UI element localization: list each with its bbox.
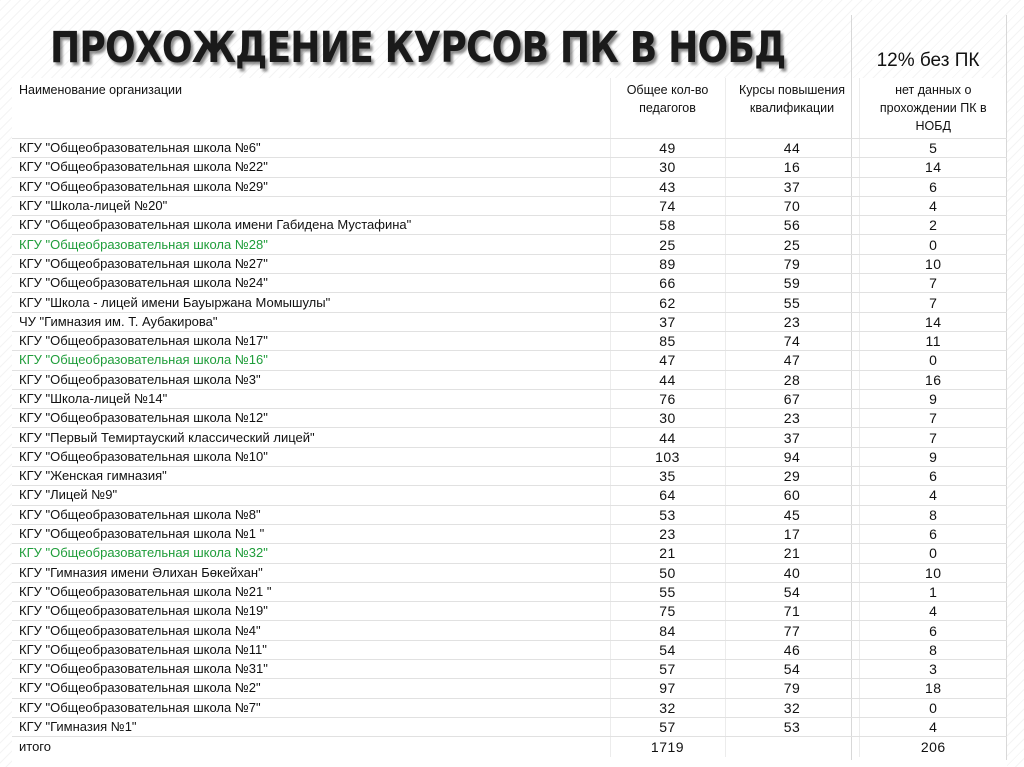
total-teachers: 75: [610, 602, 725, 621]
total-teachers: 58: [610, 216, 725, 235]
courses-completed: 59: [725, 274, 859, 293]
slide-title: ПРОХОЖДЕНИЕ КУРСОВ ПК В НОБД: [50, 23, 786, 73]
header-no-data: нет данных о прохождении ПК в НОБД: [859, 78, 1007, 139]
table-row: [12, 679, 1007, 698]
table-row: [12, 505, 1007, 524]
organization-name: КГУ "Общеобразовательная школа №8": [12, 505, 610, 524]
table-row: [12, 312, 1007, 331]
courses-completed: 55: [725, 293, 859, 312]
courses-completed: 23: [725, 312, 859, 331]
organization-name: КГУ "Общеобразовательная школа №28": [12, 235, 610, 254]
organization-name: КГУ "Общеобразовательная школа №16": [12, 351, 610, 370]
table-total-row: [12, 737, 1007, 758]
no-data-count: 7: [859, 274, 1007, 293]
table-row: [12, 447, 1007, 466]
no-data-count: 9: [859, 447, 1007, 466]
total-teachers: 74: [610, 196, 725, 215]
organization-name: КГУ "Общеобразовательная школа №11": [12, 640, 610, 659]
organization-name: КГУ "Общеобразовательная школа №19": [12, 602, 610, 621]
no-data-count: 7: [859, 409, 1007, 428]
total-teachers: 66: [610, 274, 725, 293]
header-total-teachers: Общее кол-во педагогов: [610, 78, 725, 139]
total-teachers: 35: [610, 467, 725, 486]
courses-completed: 79: [725, 679, 859, 698]
table-row: [12, 216, 1007, 235]
table-row: [12, 582, 1007, 601]
total-teachers: 103: [610, 447, 725, 466]
total-teachers: 76: [610, 389, 725, 408]
table-row: [12, 351, 1007, 370]
no-data-count: 7: [859, 293, 1007, 312]
total-teachers: 23: [610, 524, 725, 543]
no-data-count: 8: [859, 505, 1007, 524]
table-row: [12, 467, 1007, 486]
table-row: [12, 177, 1007, 196]
table-row: [12, 235, 1007, 254]
organization-name: КГУ "Общеобразовательная школа №4": [12, 621, 610, 640]
percent-badge: 12% без ПК: [876, 50, 980, 71]
organization-name: КГУ "Общеобразовательная школа №27": [12, 254, 610, 273]
total-teachers: 30: [610, 409, 725, 428]
total-teachers: 57: [610, 717, 725, 736]
no-data-count: 0: [859, 698, 1007, 717]
total-teachers: 47: [610, 351, 725, 370]
table-row: [12, 544, 1007, 563]
table-row: [12, 370, 1007, 389]
organization-name: КГУ "Общеобразовательная школа №17": [12, 331, 610, 350]
courses-completed: 71: [725, 602, 859, 621]
organization-name: КГУ "Школа - лицей имени Бауыржана Момышулы": [12, 293, 610, 312]
table-row: [12, 158, 1007, 177]
table-row: [12, 621, 1007, 640]
table-row: [12, 602, 1007, 621]
courses-table: [12, 78, 1007, 757]
header-qualification-courses: Курсы повышения квалификации: [725, 78, 859, 139]
total-teachers: 25: [610, 235, 725, 254]
organization-name: КГУ "Общеобразовательная школа №22": [12, 158, 610, 177]
total-teachers: 21: [610, 544, 725, 563]
no-data-count: 6: [859, 177, 1007, 196]
table-row: [12, 563, 1007, 582]
no-data-count: 4: [859, 486, 1007, 505]
organization-name: КГУ "Первый Темиртауский классический лицей": [12, 428, 610, 447]
total-teachers: 37: [610, 312, 725, 331]
no-data-count: 11: [859, 331, 1007, 350]
total-teachers: 97: [610, 679, 725, 698]
no-data-count: 6: [859, 524, 1007, 543]
organization-name: КГУ "Общеобразовательная школа №21 ": [12, 582, 610, 601]
courses-completed: 79: [725, 254, 859, 273]
table-row: [12, 524, 1007, 543]
no-data-count: 16: [859, 370, 1007, 389]
total-teachers: 30: [610, 158, 725, 177]
total-teachers: 64: [610, 486, 725, 505]
courses-completed: 54: [725, 660, 859, 679]
total-teachers: 44: [610, 428, 725, 447]
table-row: [12, 409, 1007, 428]
table-row: [12, 389, 1007, 408]
header-organization: Наименование организации: [12, 78, 610, 139]
table-row: [12, 254, 1007, 273]
courses-completed: 37: [725, 428, 859, 447]
organization-name: КГУ "Общеобразовательная школа №3": [12, 370, 610, 389]
total-teachers: 55: [610, 582, 725, 601]
courses-completed: 40: [725, 563, 859, 582]
courses-completed: 74: [725, 331, 859, 350]
courses-completed: 25: [725, 235, 859, 254]
organization-name: КГУ "Общеобразовательная школа №10": [12, 447, 610, 466]
organization-name: КГУ "Общеобразовательная школа №6": [12, 139, 610, 158]
courses-completed: 23: [725, 409, 859, 428]
no-data-count: 10: [859, 563, 1007, 582]
courses-completed: 37: [725, 177, 859, 196]
total-teachers: 89: [610, 254, 725, 273]
table-row: [12, 486, 1007, 505]
courses-completed: 46: [725, 640, 859, 659]
courses-completed: 17: [725, 524, 859, 543]
total-label: итого: [19, 739, 51, 755]
no-data-count: 1: [859, 582, 1007, 601]
courses-completed: 21: [725, 544, 859, 563]
total-teachers: 32: [610, 698, 725, 717]
no-data-count: 0: [859, 544, 1007, 563]
table-row: [12, 196, 1007, 215]
no-data-count: 5: [859, 139, 1007, 158]
organization-name: КГУ "Общеобразовательная школа №31": [12, 660, 610, 679]
no-data-count: 2: [859, 216, 1007, 235]
no-data-count: 0: [859, 235, 1007, 254]
no-data-count: 4: [859, 196, 1007, 215]
no-data-count: 6: [859, 467, 1007, 486]
no-data-count: 8: [859, 640, 1007, 659]
organization-name: КГУ "Общеобразовательная школа №29": [12, 177, 610, 196]
table-row: [12, 274, 1007, 293]
total-teachers: 85: [610, 331, 725, 350]
courses-completed: 44: [725, 139, 859, 158]
table-row: [12, 640, 1007, 659]
organization-name: КГУ "Общеобразовательная школа №1 ": [12, 524, 610, 543]
total-courses-sum: [725, 737, 859, 758]
organization-name: ЧУ "Гимназия им. Т. Аубакирова": [12, 312, 610, 331]
no-data-count: 14: [859, 158, 1007, 177]
table-row: [12, 331, 1007, 350]
total-no-data-sum: 206: [859, 737, 1007, 758]
table-header-row: [12, 78, 1007, 139]
total-teachers: 49: [610, 139, 725, 158]
no-data-count: 7: [859, 428, 1007, 447]
organization-name: КГУ "Гимназия имени Әлихан Бөкейхан": [12, 563, 610, 582]
table-row: [12, 698, 1007, 717]
courses-completed: 16: [725, 158, 859, 177]
organization-name: КГУ "Лицей №9": [12, 486, 610, 505]
total-teachers: 84: [610, 621, 725, 640]
organization-name: КГУ "Школа-лицей №14": [12, 389, 610, 408]
courses-completed: 28: [725, 370, 859, 389]
no-data-count: 6: [859, 621, 1007, 640]
courses-completed: 70: [725, 196, 859, 215]
total-teachers: 54: [610, 640, 725, 659]
total-teachers-sum: 1719: [610, 737, 725, 758]
courses-completed: 94: [725, 447, 859, 466]
courses-completed: 47: [725, 351, 859, 370]
no-data-count: 4: [859, 602, 1007, 621]
organization-name: КГУ "Общеобразовательная школа №12": [12, 409, 610, 428]
no-data-count: 4: [859, 717, 1007, 736]
organization-name: КГУ "Гимназия №1": [12, 717, 610, 736]
no-data-count: 14: [859, 312, 1007, 331]
table-body: [12, 139, 1007, 737]
no-data-count: 10: [859, 254, 1007, 273]
table-row: [12, 293, 1007, 312]
courses-completed: 32: [725, 698, 859, 717]
courses-completed: 77: [725, 621, 859, 640]
organization-name: КГУ "Общеобразовательная школа №24": [12, 274, 610, 293]
courses-completed: 54: [725, 582, 859, 601]
courses-completed: 60: [725, 486, 859, 505]
table-row: [12, 660, 1007, 679]
total-teachers: 57: [610, 660, 725, 679]
no-data-count: 18: [859, 679, 1007, 698]
total-teachers: 44: [610, 370, 725, 389]
organization-name: КГУ "Женская гимназия": [12, 467, 610, 486]
table-row: [12, 717, 1007, 736]
total-teachers: 43: [610, 177, 725, 196]
courses-completed: 29: [725, 467, 859, 486]
table-row: [12, 139, 1007, 158]
total-teachers: 50: [610, 563, 725, 582]
table-row: [12, 428, 1007, 447]
total-teachers: 53: [610, 505, 725, 524]
organization-name: КГУ "Общеобразовательная школа №7": [12, 698, 610, 717]
courses-completed: 53: [725, 717, 859, 736]
no-data-count: 3: [859, 660, 1007, 679]
courses-completed: 56: [725, 216, 859, 235]
no-data-count: 0: [859, 351, 1007, 370]
organization-name: КГУ "Школа-лицей №20": [12, 196, 610, 215]
courses-completed: 67: [725, 389, 859, 408]
organization-name: КГУ "Общеобразовательная школа №2": [12, 679, 610, 698]
organization-name: КГУ "Общеобразовательная школа имени Габидена Мустафина": [12, 216, 610, 235]
no-data-count: 9: [859, 389, 1007, 408]
total-teachers: 62: [610, 293, 725, 312]
organization-name: КГУ "Общеобразовательная школа №32": [12, 544, 610, 563]
courses-completed: 45: [725, 505, 859, 524]
